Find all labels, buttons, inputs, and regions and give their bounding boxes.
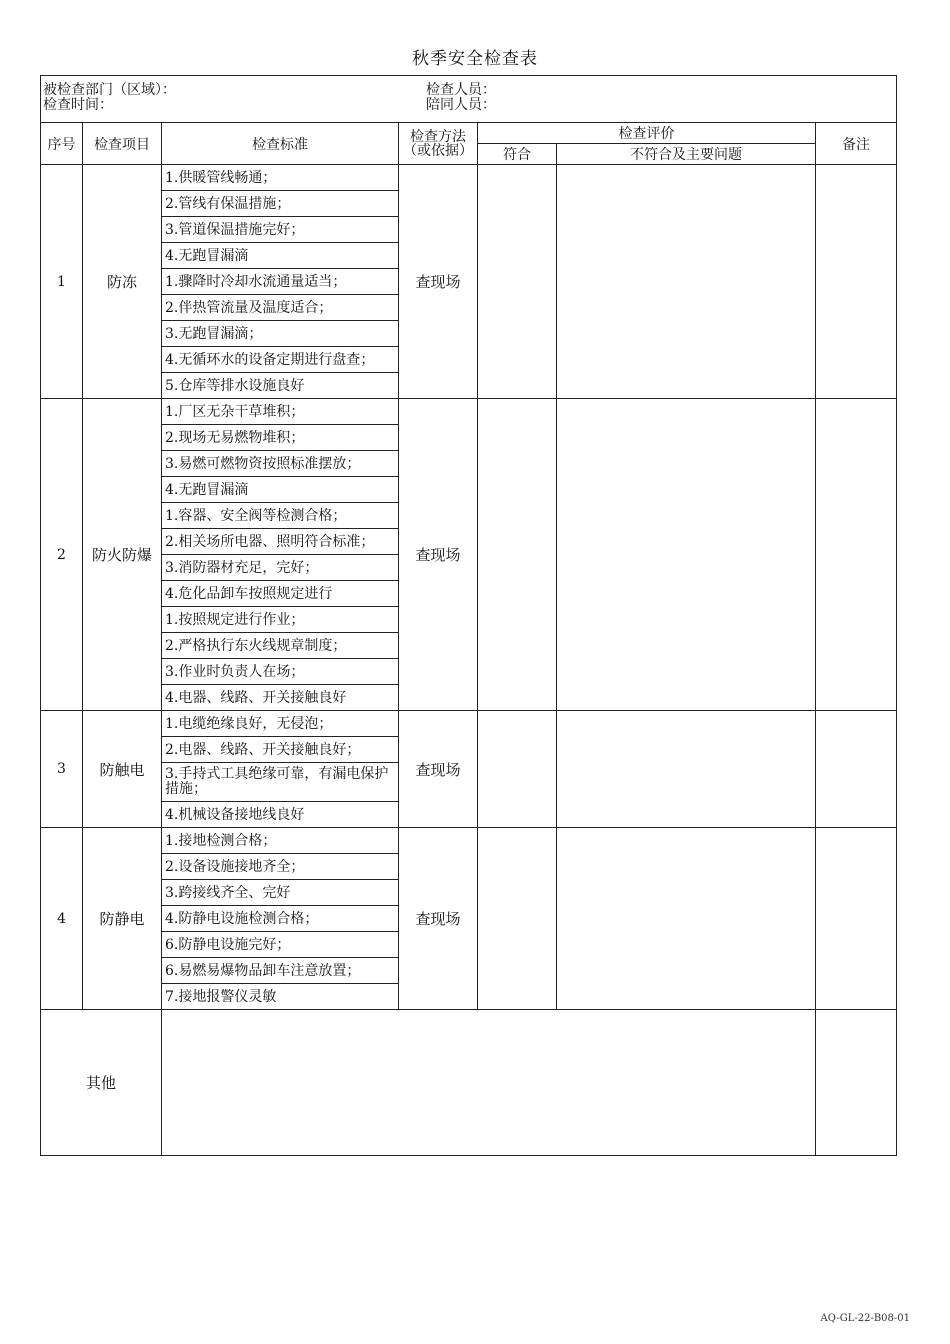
- time-label: 检查时间：: [43, 97, 113, 113]
- method-cell: 查现场: [399, 399, 478, 711]
- standard-cell: 1.电缆绝缘良好，无侵泡；: [162, 711, 399, 737]
- standard-cell: 3.管道保温措施完好；: [162, 217, 399, 243]
- inspection-table: [40, 75, 897, 1156]
- other-content-cell[interactable]: [162, 1010, 816, 1156]
- table-row: [41, 399, 897, 425]
- standard-cell: 1.按照规定进行作业；: [162, 607, 399, 633]
- standard-cell: 2.管线有保温措施；: [162, 191, 399, 217]
- nonconform-header: 不符合及主要问题: [557, 144, 816, 165]
- method-cell: 查现场: [399, 828, 478, 1010]
- standard-cell: 1.供暖管线畅通；: [162, 165, 399, 191]
- standard-cell: 1.骤降时冷却水流通量适当；: [162, 269, 399, 295]
- other-label: 其他: [41, 1010, 162, 1156]
- standard-cell: 1.厂区无杂干草堆积；: [162, 399, 399, 425]
- standard-cell: 6.防静电设施完好；: [162, 932, 399, 958]
- nonconform-cell[interactable]: [557, 711, 816, 828]
- seq-header: 序号: [41, 123, 83, 165]
- remarks-cell[interactable]: [816, 711, 897, 828]
- remarks-cell[interactable]: [816, 165, 897, 399]
- nonconform-cell[interactable]: [557, 165, 816, 399]
- table-row: [41, 711, 897, 737]
- conform-cell[interactable]: [478, 399, 557, 711]
- conform-cell[interactable]: [478, 711, 557, 828]
- standard-cell: 2.设备设施接地齐全；: [162, 854, 399, 880]
- remarks-header: 备注: [816, 123, 897, 165]
- standard-cell: 2.伴热管流量及温度适合；: [162, 295, 399, 321]
- footer-code: AQ-GL-22-B08-01: [820, 1313, 910, 1324]
- nonconform-cell[interactable]: [557, 828, 816, 1010]
- standard-cell: 4.危化品卸车按照规定进行: [162, 581, 399, 607]
- standard-cell: 4.防静电设施检测合格；: [162, 906, 399, 932]
- standard-cell: 4.无跑冒漏滴: [162, 243, 399, 269]
- remarks-cell[interactable]: [816, 828, 897, 1010]
- standard-cell: 3.手持式工具绝缘可靠，有漏电保护措施；: [162, 763, 399, 802]
- standard-cell: 2.相关场所电器、照明符合标准；: [162, 529, 399, 555]
- item-name-cell: 防触电: [83, 711, 162, 828]
- standard-cell: 1.容器、安全阀等检测合格；: [162, 503, 399, 529]
- info-row: [41, 76, 897, 123]
- companion-label: 陪同人员：: [426, 97, 496, 113]
- standard-cell: 3.作业时负责人在场；: [162, 659, 399, 685]
- other-remarks-cell[interactable]: [816, 1010, 897, 1156]
- item-name-cell: 防静电: [83, 828, 162, 1010]
- standard-cell: 5.仓库等排水设施良好: [162, 373, 399, 399]
- conform-cell[interactable]: [478, 828, 557, 1010]
- method-cell: 查现场: [399, 165, 478, 399]
- standard-cell: 4.机械设备接地线良好: [162, 802, 399, 828]
- evaluation-header: 检查评价: [478, 123, 816, 144]
- standard-cell: 4.无跑冒漏滴: [162, 477, 399, 503]
- table-row: [41, 828, 897, 854]
- method-header: 检查方法（或依据）: [399, 123, 478, 165]
- standard-cell: 3.易燃可燃物资按照标准摆放；: [162, 451, 399, 477]
- standard-cell: 7.接地报警仪灵敏: [162, 984, 399, 1010]
- standard-cell: 3.跨接线齐全、完好: [162, 880, 399, 906]
- standard-cell: 4.电器、线路、开关接触良好: [162, 685, 399, 711]
- standard-cell: 2.电器、线路、开关接触良好；: [162, 737, 399, 763]
- conform-header: 符合: [478, 144, 557, 165]
- dept-label: 被检查部门（区域）：: [43, 82, 176, 98]
- standard-cell: 2.严格执行东火线规章制度；: [162, 633, 399, 659]
- seq-cell: 1: [41, 165, 83, 399]
- standard-cell: 4.无循环水的设备定期进行盘查；: [162, 347, 399, 373]
- nonconform-cell[interactable]: [557, 399, 816, 711]
- standard-cell: 6.易燃易爆物品卸车注意放置；: [162, 958, 399, 984]
- standard-header: 检查标准: [162, 123, 399, 165]
- item-header: 检查项目: [83, 123, 162, 165]
- conform-cell[interactable]: [478, 165, 557, 399]
- inspector-label: 检查人员：: [426, 82, 496, 98]
- seq-cell: 4: [41, 828, 83, 1010]
- other-row: [41, 1010, 897, 1156]
- seq-cell: 2: [41, 399, 83, 711]
- standard-cell: 2.现场无易燃物堆积；: [162, 425, 399, 451]
- seq-cell: 3: [41, 711, 83, 828]
- page-title: 秋季安全检查表: [412, 49, 538, 69]
- method-cell: 查现场: [399, 711, 478, 828]
- standard-cell: 3.消防器材充足，完好；: [162, 555, 399, 581]
- remarks-cell[interactable]: [816, 399, 897, 711]
- standard-cell: 3.无跑冒漏滴；: [162, 321, 399, 347]
- item-name-cell: 防冻: [83, 165, 162, 399]
- item-name-cell: 防火防爆: [83, 399, 162, 711]
- table-row: [41, 165, 897, 191]
- standard-cell: 1.接地检测合格；: [162, 828, 399, 854]
